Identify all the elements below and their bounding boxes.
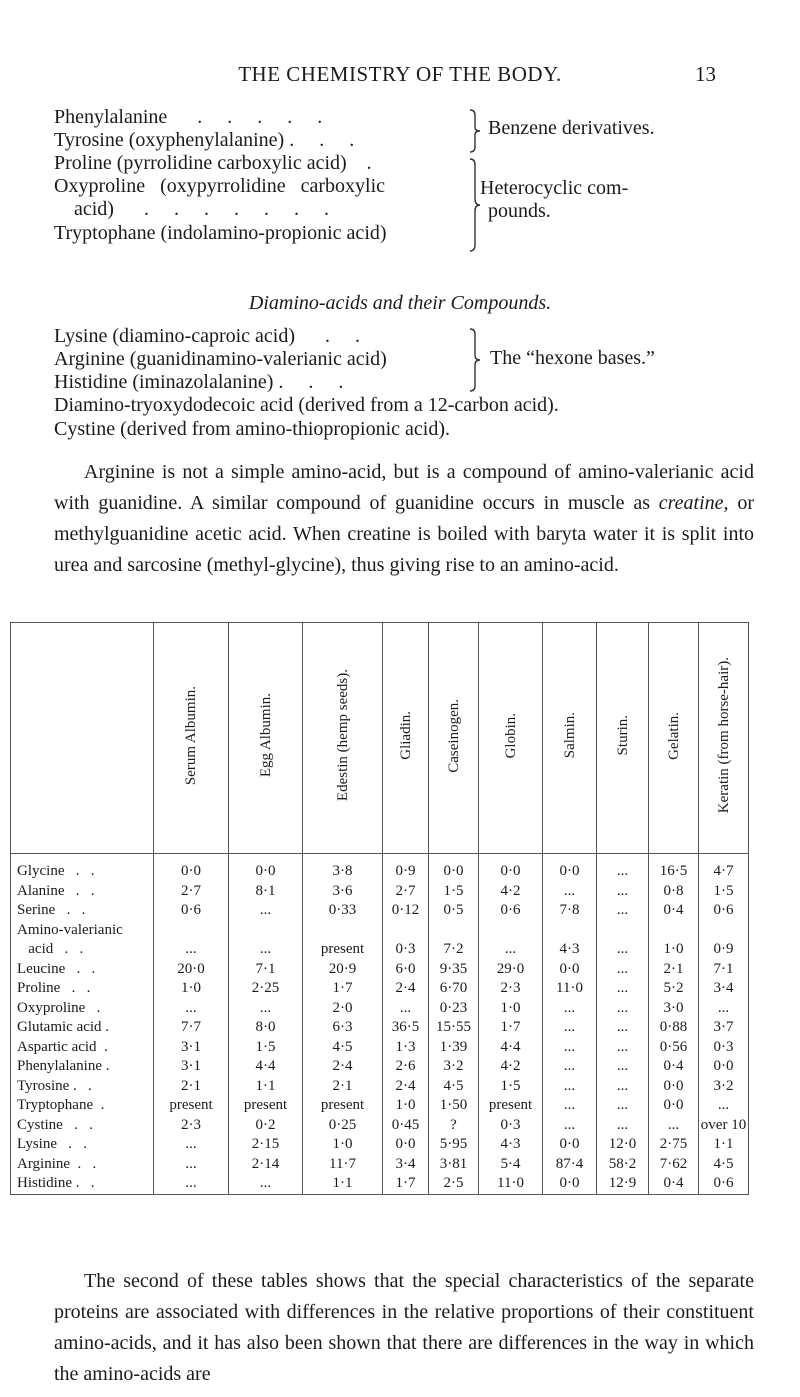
table-cell: 11·0: [543, 979, 597, 999]
table-cell: 2·1: [303, 1077, 383, 1097]
table-cell: ...: [597, 854, 649, 882]
list-item: Histidine (iminazolalanine) . . .: [54, 371, 344, 393]
table-row: [11, 940, 749, 960]
table-cell: ...: [597, 1018, 649, 1038]
table-cell: ...: [597, 999, 649, 1019]
table-cell: ...: [543, 1096, 597, 1116]
table-cell: 1·1: [303, 1174, 383, 1194]
table-cell: 2·14: [229, 1155, 303, 1175]
table-cell: 0·9: [699, 940, 749, 960]
group-label-heterocyclic-cont: pounds.: [488, 200, 551, 222]
table-cell: 4·2: [479, 1057, 543, 1077]
table-row: [11, 1096, 749, 1116]
table-cell: 0·6: [154, 901, 229, 921]
table-cell: 58·2: [597, 1155, 649, 1175]
table-cell: 5·2: [649, 979, 699, 999]
paragraph-emphasis: creatine,: [658, 492, 729, 514]
table-cell: ...: [597, 1038, 649, 1058]
table-cell: ...: [229, 999, 303, 1019]
column-header: Sturin.: [597, 623, 649, 854]
table-cell: 4·5: [429, 1077, 479, 1097]
group-label-benzene: Benzene derivatives.: [488, 117, 655, 139]
table-cell: ?: [429, 1116, 479, 1136]
table-cell: ...: [597, 882, 649, 902]
paragraph-text: The second of these tables shows that the special characteristics of the separate proteins are associated with differences in the relative proportions of their constituent amino-acids, and it has also been shown that there are differences in the way in which the amino-acids are: [54, 1270, 754, 1385]
column-header: Egg Albumin.: [229, 623, 303, 854]
table-cell: 1·0: [649, 940, 699, 960]
row-label: Amino-valerianic: [11, 921, 154, 941]
table-cell: 7·8: [543, 901, 597, 921]
table-cell: 20·0: [154, 960, 229, 980]
table-cell: [597, 921, 649, 941]
paragraph: [54, 457, 754, 581]
brace-icon: [468, 158, 482, 252]
table-cell: 87·4: [543, 1155, 597, 1175]
table-cell: ...: [383, 999, 429, 1019]
table-cell: 8·1: [229, 882, 303, 902]
table-cell: 1·50: [429, 1096, 479, 1116]
table-row: [11, 1174, 749, 1194]
row-label: Histidine . .: [11, 1174, 154, 1194]
row-label: Lysine . .: [11, 1135, 154, 1155]
table-cell: 1·0: [479, 999, 543, 1019]
table-cell: 3·6: [303, 882, 383, 902]
table-cell: 15·55: [429, 1018, 479, 1038]
table-cell: 1·7: [479, 1018, 543, 1038]
table-row: [11, 960, 749, 980]
table-corner: [11, 623, 154, 854]
table-cell: ...: [543, 1057, 597, 1077]
table-cell: 2·3: [154, 1116, 229, 1136]
table-cell: 0·2: [229, 1116, 303, 1136]
column-header: Gelatin.: [649, 623, 699, 854]
table-cell: 4·7: [699, 854, 749, 882]
table-cell: 29·0: [479, 960, 543, 980]
table-cell: [479, 921, 543, 941]
table-cell: [303, 921, 383, 941]
row-label: Oxyproline .: [11, 999, 154, 1019]
list-item: Phenylalanine . . . . .: [54, 106, 323, 128]
table-cell: ...: [543, 1018, 597, 1038]
section-heading: Diamino-acids and their Compounds.: [248, 292, 552, 314]
table-cell: 1·5: [699, 882, 749, 902]
column-header: Salmin.: [543, 623, 597, 854]
column-header: Serum Albumin.: [154, 623, 229, 854]
table-cell: 7·1: [229, 960, 303, 980]
table-cell: 3·2: [699, 1077, 749, 1097]
table-cell: [699, 921, 749, 941]
list-item: Arginine (guanidinamino-valerianic acid): [54, 348, 387, 370]
list-item: Diamino-tryoxydodecoic acid (derived from a 12-carbon acid).: [54, 394, 559, 416]
table-cell: ...: [154, 1174, 229, 1194]
list-item: acid) . . . . . . .: [54, 198, 329, 220]
table-cell: 8·0: [229, 1018, 303, 1038]
group-label-hexone: The “hexone bases.”: [490, 347, 655, 369]
table-cell: 2·3: [479, 979, 543, 999]
table-cell: 0·0: [383, 1135, 429, 1155]
table-cell: 0·33: [303, 901, 383, 921]
table-cell: 4·5: [699, 1155, 749, 1175]
table-cell: 3·0: [649, 999, 699, 1019]
table-cell: 0·6: [699, 901, 749, 921]
table-row: [11, 1135, 749, 1155]
table-cell: 6·3: [303, 1018, 383, 1038]
table-cell: ...: [154, 1135, 229, 1155]
group-label-heterocyclic: Heterocyclic com-: [480, 177, 629, 199]
table-cell: 20·9: [303, 960, 383, 980]
table-cell: 3·2: [429, 1057, 479, 1077]
table-cell: ...: [229, 1174, 303, 1194]
table-cell: 1·5: [429, 882, 479, 902]
table-cell: 0·4: [649, 1174, 699, 1194]
table-row: [11, 1155, 749, 1175]
table-cell: 1·5: [229, 1038, 303, 1058]
table-cell: 1·0: [154, 979, 229, 999]
table-cell: 2·1: [154, 1077, 229, 1097]
table-cell: 0·3: [383, 940, 429, 960]
table-cell: 1·39: [429, 1038, 479, 1058]
table-cell: 3·4: [699, 979, 749, 999]
table-cell: 11·7: [303, 1155, 383, 1175]
table-cell: [229, 921, 303, 941]
table-cell: 9·35: [429, 960, 479, 980]
paragraph-text: or methylguanidine acetic acid. When creatine is boiled with baryta water it is split into urea and sarcosine (methyl-glycine), thus giving rise to an amino-acid.: [54, 492, 754, 576]
table-row: [11, 854, 749, 882]
table-row: [11, 901, 749, 921]
table-cell: ...: [543, 1077, 597, 1097]
table-cell: 2·4: [383, 1077, 429, 1097]
table-cell: present: [303, 1096, 383, 1116]
table-cell: 7·1: [699, 960, 749, 980]
list-item: Proline (pyrrolidine carboxylic acid) .: [54, 152, 372, 174]
table-cell: 4·4: [479, 1038, 543, 1058]
table-row: [11, 882, 749, 902]
table-cell: ...: [597, 979, 649, 999]
table-cell: ...: [597, 1057, 649, 1077]
table-cell: 0·6: [699, 1174, 749, 1194]
row-label: Tryptophane .: [11, 1096, 154, 1116]
table-cell: 2·6: [383, 1057, 429, 1077]
table-cell: 1·7: [303, 979, 383, 999]
table-cell: 0·0: [229, 854, 303, 882]
paragraph-text: Arginine is not a simple amino-acid, but is a compound of amino-valerianic acid with guanidine. A similar compound of guanidine occurs in muscle as: [54, 461, 754, 514]
list-item: Cystine (derived from amino-thiopropionic acid).: [54, 418, 451, 440]
table-cell: ...: [597, 1077, 649, 1097]
table-cell: 16·5: [649, 854, 699, 882]
column-header: Caseinogen.: [429, 623, 479, 854]
table-cell: 0·0: [649, 1077, 699, 1097]
row-label: Phenylalanine .: [11, 1057, 154, 1077]
table-cell: ...: [229, 901, 303, 921]
table-cell: 4·3: [543, 940, 597, 960]
row-label: acid . .: [11, 940, 154, 960]
table-cell: over 10: [699, 1116, 749, 1136]
table-cell: 0·0: [543, 1135, 597, 1155]
table-cell: ...: [229, 940, 303, 960]
row-label: Tyrosine . .: [11, 1077, 154, 1097]
row-label: Alanine . .: [11, 882, 154, 902]
brace-icon: [468, 328, 482, 392]
table-cell: 2·7: [154, 882, 229, 902]
table-cell: 3·7: [699, 1018, 749, 1038]
table-cell: 0·0: [479, 854, 543, 882]
table-cell: 12·9: [597, 1174, 649, 1194]
table-cell: 0·0: [154, 854, 229, 882]
list-item: Oxyproline (oxypyrrolidine carboxylic: [54, 175, 386, 197]
table-cell: 2·0: [303, 999, 383, 1019]
table-cell: [543, 921, 597, 941]
table-cell: 6·0: [383, 960, 429, 980]
table-cell: 1·0: [383, 1096, 429, 1116]
table-cell: ...: [543, 1038, 597, 1058]
row-label: Arginine . .: [11, 1155, 154, 1175]
list-item: Lysine (diamino-caproic acid) . .: [54, 325, 361, 347]
table-cell: ...: [154, 940, 229, 960]
row-label: Leucine . .: [11, 960, 154, 980]
table-cell: ...: [479, 940, 543, 960]
table-cell: ...: [597, 1116, 649, 1136]
table-cell: 4·2: [479, 882, 543, 902]
table-cell: 5·95: [429, 1135, 479, 1155]
row-label: Aspartic acid .: [11, 1038, 154, 1058]
table-cell: 0·56: [649, 1038, 699, 1058]
row-label: Proline . .: [11, 979, 154, 999]
table-cell: [383, 921, 429, 941]
table-body: [11, 854, 749, 1195]
table-cell: 0·4: [649, 1057, 699, 1077]
table-cell: 0·0: [543, 854, 597, 882]
table-cell: 3·8: [303, 854, 383, 882]
table-cell: ...: [543, 1116, 597, 1136]
table-cell: 0·0: [543, 960, 597, 980]
column-header: Gliadin.: [383, 623, 429, 854]
table-cell: 4·4: [229, 1057, 303, 1077]
table-cell: 1·5: [479, 1077, 543, 1097]
table-cell: present: [154, 1096, 229, 1116]
table-cell: ...: [699, 999, 749, 1019]
table-cell: 4·5: [303, 1038, 383, 1058]
table-cell: 1·1: [699, 1135, 749, 1155]
table-row: [11, 999, 749, 1019]
brace-icon: [468, 109, 482, 153]
table-row: [11, 1018, 749, 1038]
table-cell: 5·4: [479, 1155, 543, 1175]
table-cell: 2·15: [229, 1135, 303, 1155]
table-cell: 3·4: [383, 1155, 429, 1175]
table-cell: 2·4: [383, 979, 429, 999]
amino-acid-table: [10, 622, 749, 1195]
table-cell: 0·88: [649, 1018, 699, 1038]
table-cell: 0·9: [383, 854, 429, 882]
table-cell: 3·1: [154, 1057, 229, 1077]
table-cell: ...: [543, 882, 597, 902]
table-cell: 0·23: [429, 999, 479, 1019]
table-cell: [429, 921, 479, 941]
table-cell: 7·2: [429, 940, 479, 960]
table-cell: 2·7: [383, 882, 429, 902]
column-header: Keratin (from horse-hair).: [699, 623, 749, 854]
table-cell: 2·5: [429, 1174, 479, 1194]
table-cell: ...: [597, 1096, 649, 1116]
table-cell: 1·1: [229, 1077, 303, 1097]
table-cell: 2·75: [649, 1135, 699, 1155]
table-cell: 0·8: [649, 882, 699, 902]
table-cell: ...: [649, 1116, 699, 1136]
row-label: Serine . .: [11, 901, 154, 921]
table-cell: 2·4: [303, 1057, 383, 1077]
table-cell: present: [303, 940, 383, 960]
table-cell: 6·70: [429, 979, 479, 999]
list-item: Tyrosine (oxyphenylalanine) . . .: [54, 129, 355, 151]
table-cell: ...: [597, 960, 649, 980]
table-cell: 0·0: [699, 1057, 749, 1077]
table-cell: 0·12: [383, 901, 429, 921]
table-cell: 7·62: [649, 1155, 699, 1175]
table-row: [11, 1116, 749, 1136]
table-row: [11, 1077, 749, 1097]
table-row: [11, 1057, 749, 1077]
row-label: Cystine . .: [11, 1116, 154, 1136]
table-cell: 1·7: [383, 1174, 429, 1194]
table-cell: ...: [699, 1096, 749, 1116]
row-label: Glycine . .: [11, 854, 154, 882]
table-cell: 7·7: [154, 1018, 229, 1038]
table-cell: [649, 921, 699, 941]
table-cell: 0·0: [543, 1174, 597, 1194]
table-cell: 0·6: [479, 901, 543, 921]
table-cell: 0·45: [383, 1116, 429, 1136]
table-cell: 3·1: [154, 1038, 229, 1058]
table-cell: 4·3: [479, 1135, 543, 1155]
table-cell: 3·81: [429, 1155, 479, 1175]
table-cell: 11·0: [479, 1174, 543, 1194]
table-cell: 0·0: [429, 854, 479, 882]
table-cell: 12·0: [597, 1135, 649, 1155]
table-cell: ...: [597, 940, 649, 960]
table-row: [11, 979, 749, 999]
table-row: [11, 1038, 749, 1058]
column-header: Edestin (hemp seeds).: [303, 623, 383, 854]
table-cell: 0·5: [429, 901, 479, 921]
table-cell: 2·25: [229, 979, 303, 999]
table-cell: [154, 921, 229, 941]
table-cell: present: [479, 1096, 543, 1116]
list-item: Tryptophane (indolamino-propionic acid): [54, 222, 387, 244]
column-header: Globin.: [479, 623, 543, 854]
table-cell: 0·0: [649, 1096, 699, 1116]
table-cell: ...: [154, 999, 229, 1019]
table-cell: ...: [597, 901, 649, 921]
table-cell: 2·1: [649, 960, 699, 980]
table-cell: 0·3: [699, 1038, 749, 1058]
table-cell: 1·0: [303, 1135, 383, 1155]
table-cell: ...: [543, 999, 597, 1019]
page-number: 13: [695, 62, 716, 86]
running-header: [0, 62, 800, 92]
table-cell: ...: [154, 1155, 229, 1175]
table-cell: 36·5: [383, 1018, 429, 1038]
table-cell: 0·3: [479, 1116, 543, 1136]
row-label: Glutamic acid .: [11, 1018, 154, 1038]
paragraph: [54, 1266, 754, 1390]
table-cell: present: [229, 1096, 303, 1116]
table-cell: 0·25: [303, 1116, 383, 1136]
table-cell: 0·4: [649, 901, 699, 921]
running-title: THE CHEMISTRY OF THE BODY.: [238, 62, 562, 86]
table-cell: 1·3: [383, 1038, 429, 1058]
table-row: [11, 921, 749, 941]
